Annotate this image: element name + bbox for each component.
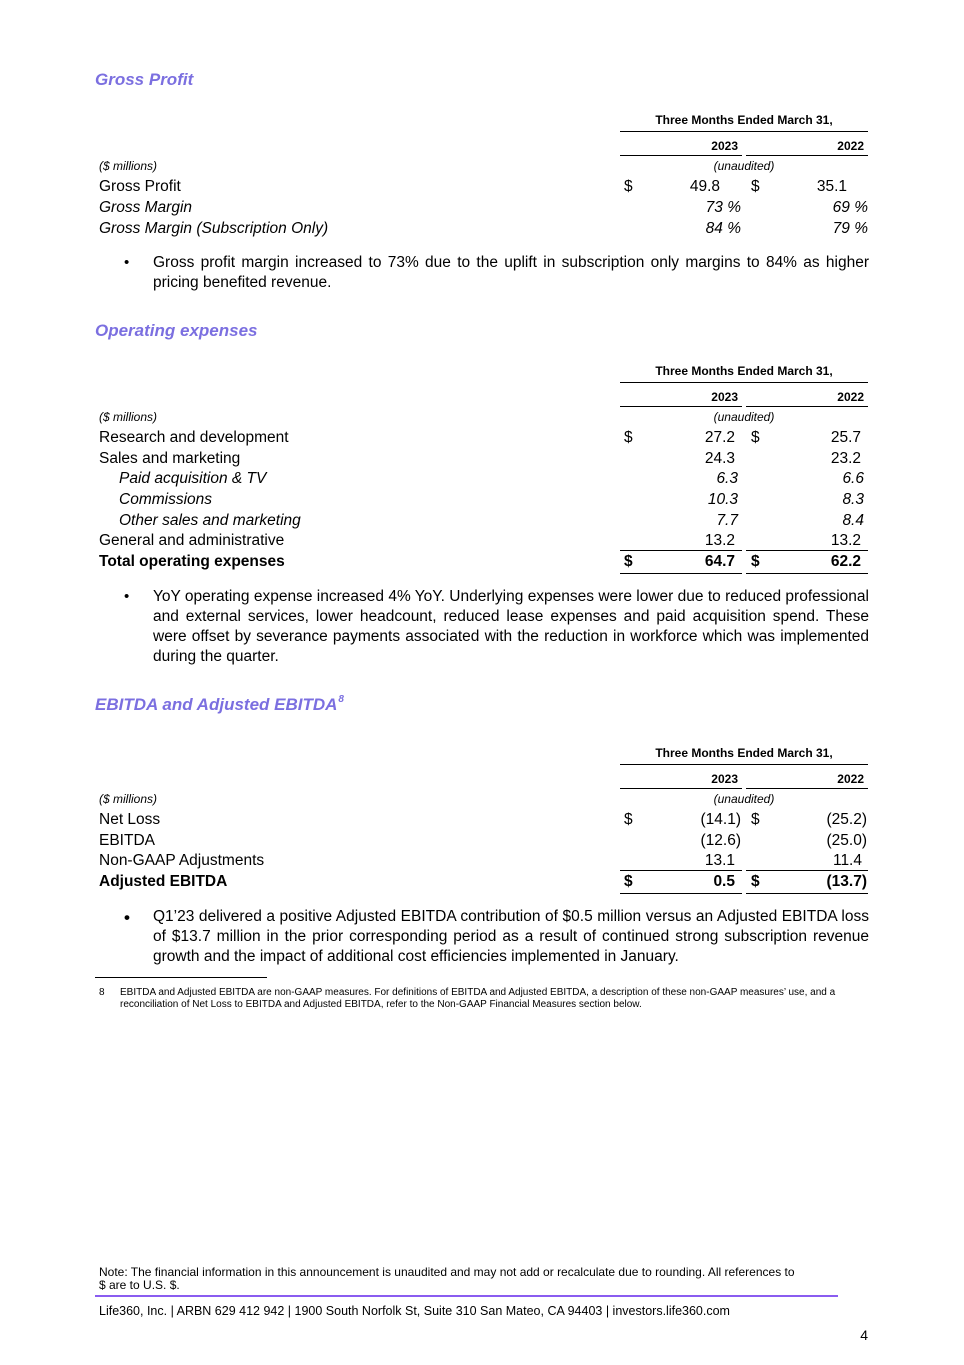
value-prior: 11.4 — [832, 852, 862, 869]
table-row-label: Gross Margin (Subscription Only) — [99, 220, 329, 237]
currency-symbol: $ — [751, 873, 760, 890]
currency-symbol: $ — [751, 178, 760, 195]
table-row-label: General and administrative — [99, 532, 285, 549]
unaudited-label: (unaudited) — [713, 159, 775, 173]
table-row-label-total: Adjusted EBITDA — [99, 873, 228, 890]
section-title-text: EBITDA and Adjusted EBITDA — [95, 695, 338, 714]
unaudited-label: (unaudited) — [713, 792, 775, 806]
page-footer: Life360, Inc. | ARBN 629 412 942 | 1900 South Norfolk St, Suite 310 San Mateo, CA 94403 | investors.life360.com — [99, 1304, 730, 1318]
value-prior: 13.2 — [830, 532, 861, 549]
value-prior: 62.2 — [830, 553, 861, 570]
value-current: 64.7 — [704, 553, 735, 570]
footnote-text: EBITDA and Adjusted EBITDA are non-GAAP measures. For definitions of EBITDA and Adjusted EBITDA, a description of these non-GAAP measures’ use, and a reconciliation of Net Loss to EBITDA and Adjusted EBITDA, refer to the Non-GAAP Financial Measures section below. — [120, 987, 836, 1010]
currency-symbol: $ — [751, 429, 760, 446]
bullet-icon: • — [124, 588, 130, 605]
year-prior: 2022 — [837, 390, 864, 404]
table-row-label: Gross Margin — [99, 199, 193, 216]
currency-symbol: $ — [624, 178, 633, 195]
bullet-text: Gross profit margin increased to 73% due to the uplift in subscription only margins to 84% as higher pricing benefited revenue. — [153, 254, 869, 291]
page-number: 4 — [860, 1327, 868, 1343]
value-prior: (25.2) — [826, 811, 867, 828]
table-row-label: Research and development — [99, 429, 289, 446]
value-current: 7.7 — [716, 512, 738, 529]
value-current: 13.1 — [704, 852, 735, 869]
value-current: 24.3 — [704, 450, 735, 467]
table-row-label: Paid acquisition & TV — [119, 470, 267, 487]
footnote-divider — [95, 977, 267, 978]
value-current: 13.2 — [704, 532, 735, 549]
value-prior: 23.2 — [830, 450, 861, 467]
section-title-ebitda — [95, 694, 344, 715]
value-prior: 25.7 — [830, 429, 861, 446]
unaudited-label: (unaudited) — [713, 410, 775, 424]
table-row-label: Other sales and marketing — [119, 512, 301, 529]
value-current: 10.3 — [707, 491, 738, 508]
units-label: ($ millions) — [99, 159, 158, 173]
table-period-header: Three Months Ended March 31, — [620, 746, 868, 765]
table-row-label: EBITDA — [99, 832, 155, 849]
section-title-operating-expenses: Operating expenses — [95, 321, 258, 340]
units-label: ($ millions) — [99, 792, 158, 806]
currency-symbol: $ — [751, 811, 760, 828]
table-row-label: Gross Profit — [99, 178, 181, 195]
footnote-ref: 8 — [338, 694, 344, 705]
disclaimer-note: Note: The financial information in this announcement is unaudited and may not add or recalculate due to rounding. All references to $ are to U.S. $. — [99, 1265, 795, 1292]
footnote-number: 8 — [99, 987, 105, 998]
units-label: ($ millions) — [99, 410, 158, 424]
value-prior: 6.6 — [842, 470, 864, 487]
table-row-label-total: Total operating expenses — [99, 553, 285, 570]
value-prior: 35.1 — [816, 178, 847, 195]
currency-symbol: $ — [624, 553, 633, 570]
value-current: 27.2 — [704, 429, 735, 446]
table-period-header: Three Months Ended March 31, — [620, 364, 868, 383]
value-prior: 8.4 — [842, 512, 864, 529]
value-current: (14.1) — [700, 811, 741, 828]
value-current: 6.3 — [716, 470, 738, 487]
table-row-label: Commissions — [119, 491, 213, 508]
bullet-icon: • — [124, 908, 130, 927]
bullet-text: Q1’23 delivered a positive Adjusted EBITDA contribution of $0.5 million versus an Adjusted EBITDA loss of $13.7 million in the prior corresponding period as a result of continued strong subscription revenue growth and the impact of additional cost efficiencies implemented in January. — [153, 908, 869, 965]
table-row-label: Non-GAAP Adjustments — [99, 852, 265, 869]
footer-divider — [95, 1295, 838, 1297]
bullet-icon: • — [124, 254, 130, 271]
year-current: 2023 — [711, 390, 738, 404]
value-prior: 69 % — [832, 199, 868, 216]
value-prior: (25.0) — [826, 832, 867, 849]
value-current: 73 % — [705, 199, 741, 216]
currency-symbol: $ — [624, 811, 633, 828]
value-current: 49.8 — [689, 178, 720, 195]
year-prior: 2022 — [837, 139, 864, 153]
value-current: 0.5 — [713, 873, 735, 890]
bullet-text: YoY operating expense increased 4% YoY. Underlying expenses were lower due to reduced professional and external services, lower headcount, reduced lease expenses and paid acquisition spend. These were offset by severance payments associated with the reduction in workforce which was implemented during the quarter. — [153, 588, 869, 665]
value-prior: 79 % — [832, 220, 868, 237]
value-current: (12.6) — [700, 832, 741, 849]
currency-symbol: $ — [751, 553, 760, 570]
table-row-label: Sales and marketing — [99, 450, 241, 467]
currency-symbol: $ — [624, 873, 633, 890]
year-current: 2023 — [711, 772, 738, 786]
year-prior: 2022 — [837, 772, 864, 786]
value-current: 84 % — [705, 220, 741, 237]
currency-symbol: $ — [624, 429, 633, 446]
section-title-gross-profit: Gross Profit — [95, 70, 194, 89]
value-prior: 8.3 — [842, 491, 864, 508]
table-period-header: Three Months Ended March 31, — [620, 113, 868, 132]
year-current: 2023 — [711, 139, 738, 153]
value-prior: (13.7) — [826, 873, 867, 890]
table-row-label: Net Loss — [99, 811, 161, 828]
